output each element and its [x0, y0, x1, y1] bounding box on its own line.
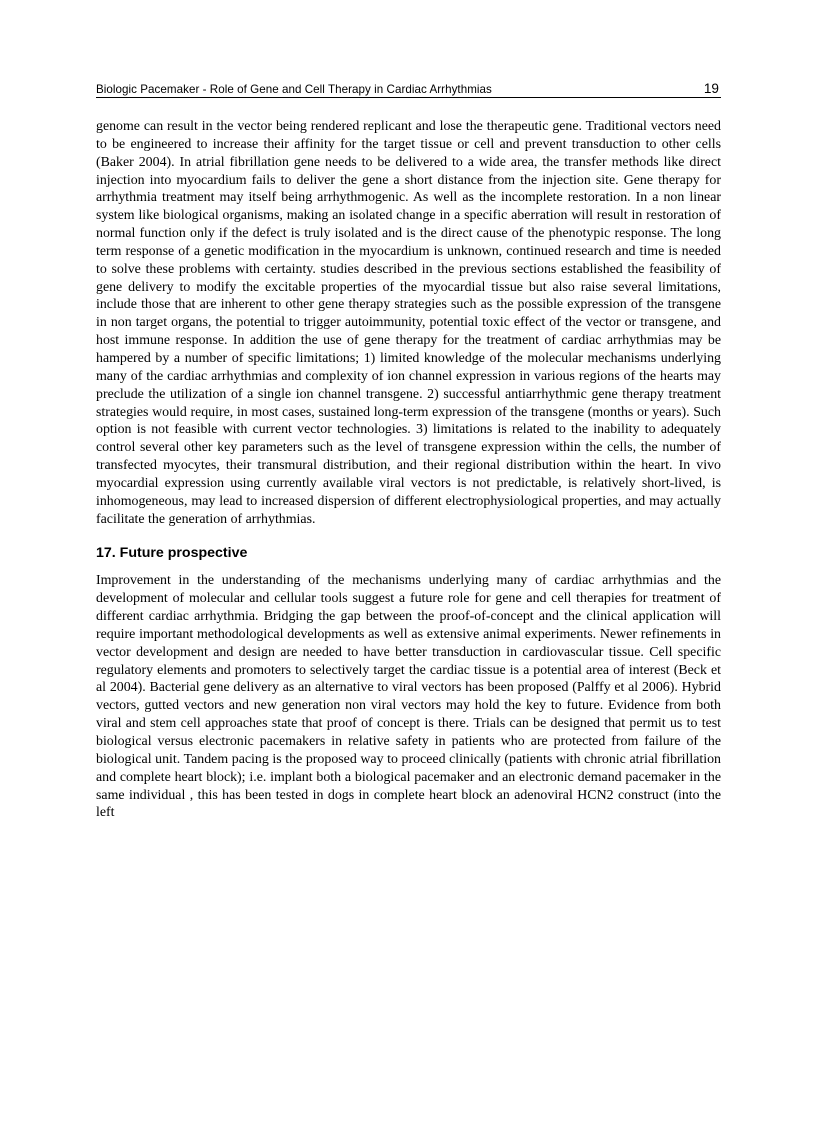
running-title: Biologic Pacemaker - Role of Gene and Cell Therapy in Cardiac Arrhythmias	[96, 83, 492, 96]
running-header	[96, 80, 721, 98]
section-heading-future-prospective: 17. Future prospective	[96, 545, 248, 562]
body-text	[96, 118, 721, 822]
paragraph-limitations: genome can result in the vector being rendered replicant and lose the therapeutic gene. Traditional vectors need to be engineered to increase their affinity for the target tissue or cell and prevent transduction to other cells (Baker 2004). In atrial fibrillation gene needs to be delivered to a wide area, the transfer methods like direct injection into myocardium fails to deliver the gene a short distance from the injection site. Gene therapy for arrhythmia treatment may itself being arrhythmogenic. As well as the incomplete restoration. In a non linear system like biological organisms, making an isolated change in a specific aberration will result in restoration of normal function only if the defect is truly isolated and is the direct cause of the phenotypic response. The long term response of a genetic modification in the myocardium is unknown, continued research and time is needed to solve these problems with certainty. studies described in the previous sections established the feasibility of gene delivery to modify the excitable properties of the myocardial tissue but also raise several limitations, include those that are inherent to other gene therapy strategies such as the possible expression of the transgene in non target organs, the potential to trigger autoimmunity, potential toxic effect of the vector or transgene, and host immune response. In addition the use of gene therapy for the treatment of cardiac arrhythmias may be hampered by a number of specific limitations; 1) limited knowledge of the molecular mechanisms underlying many of the cardiac arrhythmias and complexity of ion channel expression in various regions of the hearts may preclude the utilization of a single ion channel transgene. 2) successful antiarrhythmic gene therapy treatment strategies would require, in most cases, sustained long-term expression of the transgene (months or years). Such option is not feasible with current vector technologies. 3) limitations is related to the inability to adequately control several other key parameters such as the level of transgene expression within the cells, the number of transfected myocytes, their transmural distribution, and their regional distribution within the heart. In vivo myocardial expression using currently available viral vectors is not predictable, is relatively short-lived, is inhomogeneous, may lead to increased dispersion of different electrophysiological properties, and may actually facilitate the generation of arrhythmias.	[96, 119, 721, 527]
paragraph-future-prospective: Improvement in the understanding of the mechanisms underlying many of cardiac arrhythmias and the development of molecular and cellular tools suggest a future role for gene and cell therapies for treatment of different cardiac arrhythmia. Bridging the gap between the proof-of-concept and the clinical application will require important methodological developments as well as extensive animal experiments. Newer refinements in vector development and design are needed to have better transduction in cardiovascular tissue. Cell specific regulatory elements and promoters to selectively target the cardiac tissue is a potential area of interest (Beck et al 2004). Bacterial gene delivery as an alternative to viral vectors has been proposed (Palffy et al 2006). Hybrid vectors, gutted vectors and new generation non viral vectors may hold the key to future. Evidence from both viral and stem cell approaches state that proof of concept is there. Trials can be designed that permit us to test biological versus electronic pacemakers in relative safety in patients who are protected from failure of the biological unit. Tandem pacing is the proposed way to proceed clinically (patients with chronic atrial fibrillation and complete heart block); i.e. implant both a biological pacemaker and an electronic demand pacemaker in the same individual , this has been tested in dogs in complete heart block an adenoviral HCN2 construct (into the left	[96, 573, 721, 821]
page-number: 19	[703, 81, 719, 96]
